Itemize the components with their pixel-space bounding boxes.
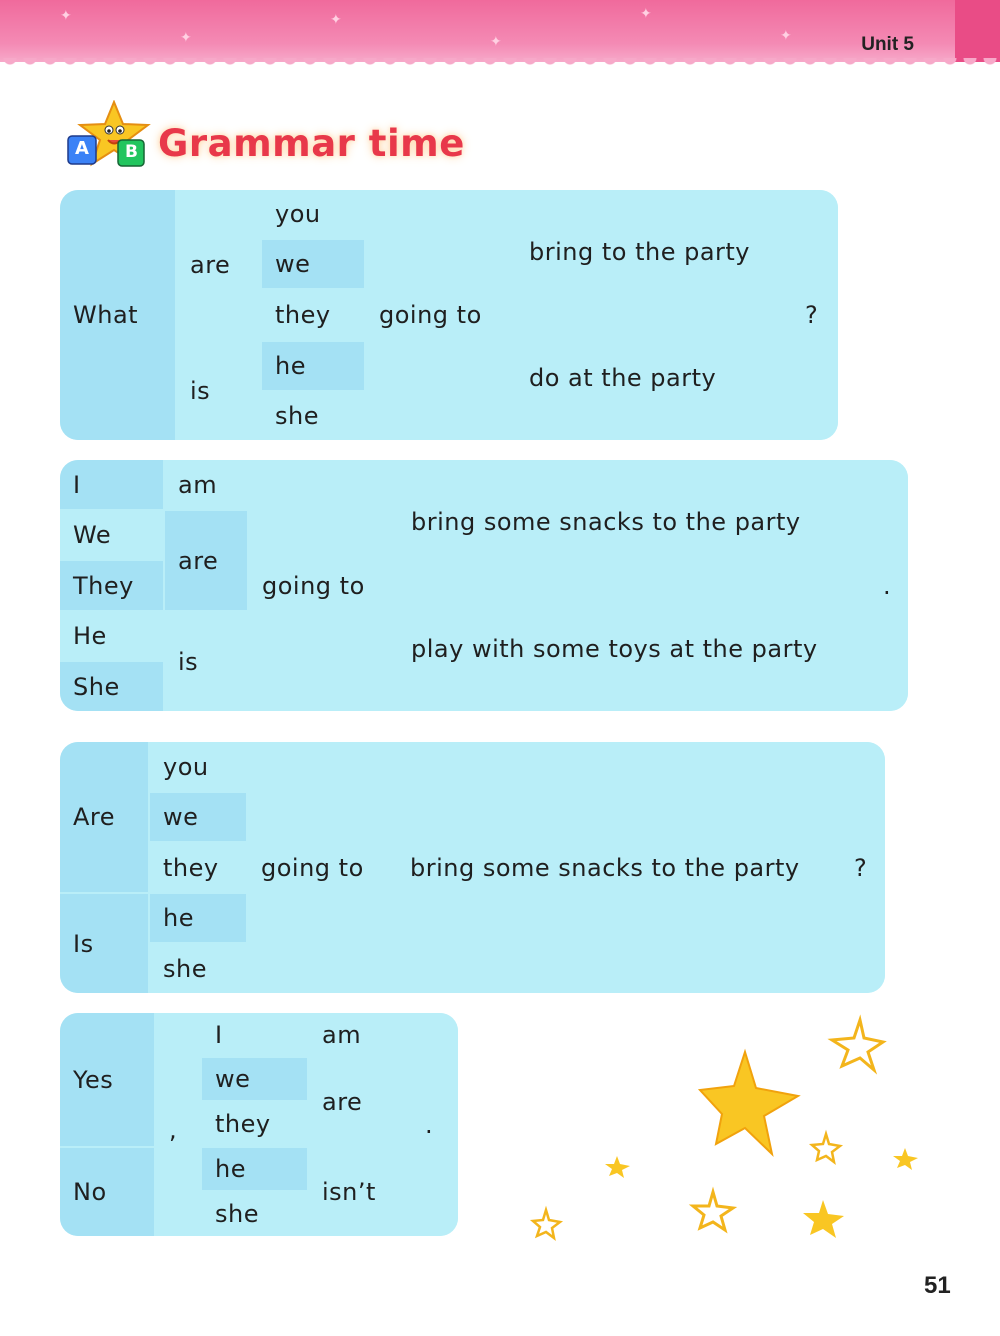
pronoun-he: he (150, 894, 246, 942)
verb-am: am (309, 1013, 410, 1056)
outline-star-icon (812, 1134, 840, 1162)
banner-star-icon: ✦ (780, 28, 792, 44)
large-star-icon (700, 1052, 798, 1154)
phrase-going-to: going to (249, 460, 396, 711)
comma-column: , (156, 1013, 200, 1236)
pronoun-he: he (202, 1148, 307, 1190)
word-no: No (60, 1148, 154, 1236)
word-are: are (177, 190, 260, 340)
word-are-question: Are (60, 742, 148, 892)
phrase-bring-snacks: bring some snacks to the party (397, 742, 839, 993)
phrase-do-at-party: do at the party (516, 316, 790, 440)
star-mascot-icon (66, 100, 156, 172)
unit-label: Unit 5 (861, 34, 914, 55)
phrase-going-to: going to (248, 742, 395, 993)
end-question-mark: ? (841, 742, 885, 993)
section-title-group (66, 100, 486, 180)
page-number: 51 (924, 1272, 951, 1299)
word-what: What (60, 190, 175, 440)
word-is: is (177, 342, 260, 440)
pronoun-we: we (262, 240, 364, 288)
verb-am: am (165, 460, 247, 509)
grammar-table-question (60, 742, 885, 993)
section-title: Grammar time (158, 122, 465, 165)
pronoun-they: they (202, 1102, 307, 1146)
word-yes: Yes (60, 1013, 154, 1146)
small-star-icon (893, 1148, 918, 1170)
pronoun-they: they (150, 843, 246, 892)
small-star-icon (605, 1156, 630, 1178)
subject-he: He (60, 612, 163, 660)
pronoun-she: she (262, 392, 364, 440)
pronoun-we: we (150, 793, 246, 841)
pronoun-you: you (262, 190, 364, 238)
pronoun-you: you (150, 742, 246, 791)
banner-star-icon: ✦ (640, 6, 652, 22)
phrase-play-toys: play with some toys at the party (398, 586, 868, 711)
end-question-mark: ? (792, 190, 838, 440)
subject-we: We (60, 511, 163, 559)
verb-are: are (165, 511, 247, 610)
subject-she: She (60, 662, 163, 711)
phrase-bring-snacks: bring some snacks to the party (398, 460, 868, 584)
phrase-going-to: going to (366, 190, 514, 440)
block-letter-b: B (125, 142, 138, 162)
grammar-table-statement (60, 460, 908, 711)
pronoun-i: I (202, 1013, 307, 1056)
pronoun-we: we (202, 1058, 307, 1100)
grammar-table-what (60, 190, 838, 440)
banner-star-icon: ✦ (180, 30, 192, 46)
end-period: . (870, 460, 908, 711)
pronoun-she: she (202, 1192, 307, 1236)
star-icon (803, 1200, 844, 1238)
banner-corner (955, 0, 1000, 62)
grammar-table-answer (60, 1013, 458, 1236)
end-period: . (412, 1013, 458, 1236)
pronoun-she: she (150, 944, 246, 993)
word-is-question: Is (60, 894, 148, 993)
decorative-stars (520, 1010, 940, 1250)
verb-isnt: isn’t (309, 1148, 410, 1236)
phrase-bring-to-party: bring to the party (516, 190, 790, 314)
subject-i: I (60, 460, 163, 509)
outline-star-icon (693, 1192, 733, 1230)
banner-star-icon: ✦ (330, 12, 342, 28)
banner-star-icon: ✦ (490, 34, 502, 50)
verb-are: are (309, 1058, 410, 1146)
pronoun-he: he (262, 342, 364, 390)
header-banner (0, 0, 1000, 62)
verb-is: is (165, 612, 247, 711)
outline-star-icon (533, 1210, 560, 1238)
outline-star-icon (832, 1020, 883, 1070)
subject-they: They (60, 561, 163, 610)
banner-star-icon: ✦ (60, 8, 72, 24)
pronoun-they: they (262, 290, 364, 340)
block-letter-a: A (75, 138, 89, 159)
